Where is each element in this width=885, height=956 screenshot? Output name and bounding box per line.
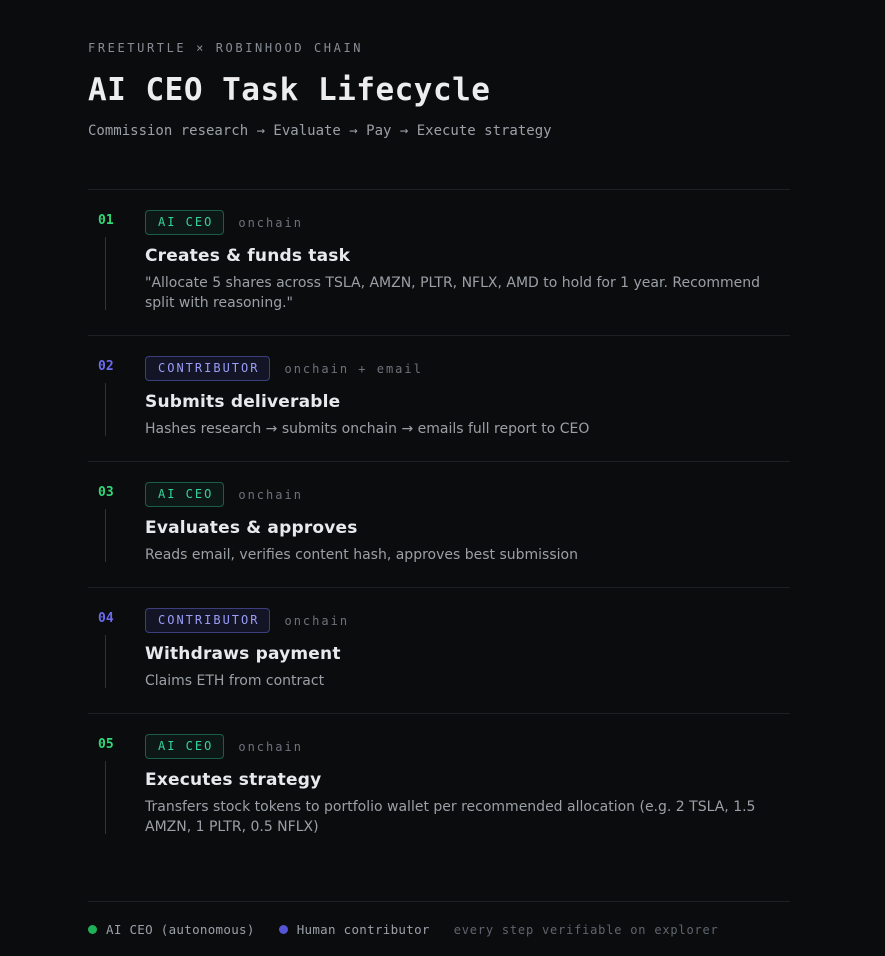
legend-dot-icon: [88, 925, 97, 934]
legend-item: [279, 922, 430, 937]
role-badge: AI CEO: [145, 734, 224, 759]
step-description: "Allocate 5 shares across TSLA, AMZN, PLTR, NFLX, AMD to hold for 1 year. Recommend split with reasoning.": [145, 275, 760, 311]
step-body: [145, 356, 790, 439]
step-body: [145, 734, 790, 837]
legend-label: AI CEO (autonomous): [106, 922, 255, 937]
step-meta-row: [145, 356, 790, 381]
step-number: 02: [98, 359, 114, 374]
lifecycle-step-02: [88, 335, 790, 461]
role-badge: CONTRIBUTOR: [145, 356, 270, 381]
role-badge: AI CEO: [145, 482, 224, 507]
verifiability-note: every step verifiable on explorer: [453, 922, 719, 937]
step-number: 04: [98, 611, 114, 626]
step-channel-label: onchain: [238, 487, 303, 502]
lifecycle-step-05: [88, 713, 790, 859]
step-description: Reads email, verifies content hash, approves best submission: [145, 547, 578, 563]
step-gutter: [88, 608, 145, 691]
step-number: 01: [98, 213, 114, 228]
step-channel-label: onchain + email: [284, 361, 423, 376]
step-title: Creates & funds task: [145, 246, 351, 266]
step-meta-row: [145, 210, 790, 235]
step-connector-line: [105, 383, 106, 436]
step-description: Claims ETH from contract: [145, 673, 325, 689]
lifecycle-step-04: [88, 587, 790, 713]
step-gutter: [88, 356, 145, 439]
legend: [88, 922, 454, 937]
step-description: Transfers stock tokens to portfolio wallet per recommended allocation (e.g. 2 TSLA, 1.5 AMZN, 1 PLTR, 0.5 NFLX): [145, 799, 756, 835]
lifecycle-steps-list: [88, 189, 790, 859]
step-title: Submits deliverable: [145, 392, 341, 412]
step-meta-row: [145, 608, 790, 633]
step-meta-row: [145, 734, 790, 759]
step-meta-row: [145, 482, 790, 507]
brand-eyebrow: FREETURTLE × ROBINHOOD CHAIN: [88, 41, 364, 55]
legend-label: Human contributor: [296, 922, 430, 937]
step-channel-label: onchain: [284, 613, 350, 628]
page-header: [88, 41, 790, 139]
step-body: [145, 210, 790, 313]
step-gutter: [88, 482, 145, 565]
step-description: Hashes research → submits onchain → emails full report to CEO: [145, 421, 590, 437]
step-channel-label: onchain: [238, 739, 303, 754]
page-footer: [88, 901, 790, 937]
step-connector-line: [105, 237, 106, 310]
step-body: [145, 482, 790, 565]
step-number: 05: [98, 737, 114, 752]
step-body: [145, 608, 790, 691]
step-number: 03: [98, 485, 114, 500]
legend-dot-icon: [279, 925, 288, 934]
step-connector-line: [105, 761, 106, 834]
page-subtitle: Commission research → Evaluate → Pay → Execute strategy: [88, 123, 552, 139]
legend-item: [88, 922, 255, 937]
step-title: Executes strategy: [145, 770, 322, 790]
step-gutter: [88, 210, 145, 313]
role-badge: CONTRIBUTOR: [145, 608, 270, 633]
step-connector-line: [105, 509, 106, 562]
step-channel-label: onchain: [238, 215, 303, 230]
step-gutter: [88, 734, 145, 837]
role-badge: AI CEO: [145, 210, 224, 235]
step-title: Evaluates & approves: [145, 518, 358, 538]
page-title: AI CEO Task Lifecycle: [88, 72, 491, 108]
lifecycle-step-03: [88, 461, 790, 587]
lifecycle-step-01: [88, 189, 790, 335]
step-title: Withdraws payment: [145, 644, 341, 664]
step-connector-line: [105, 635, 106, 688]
